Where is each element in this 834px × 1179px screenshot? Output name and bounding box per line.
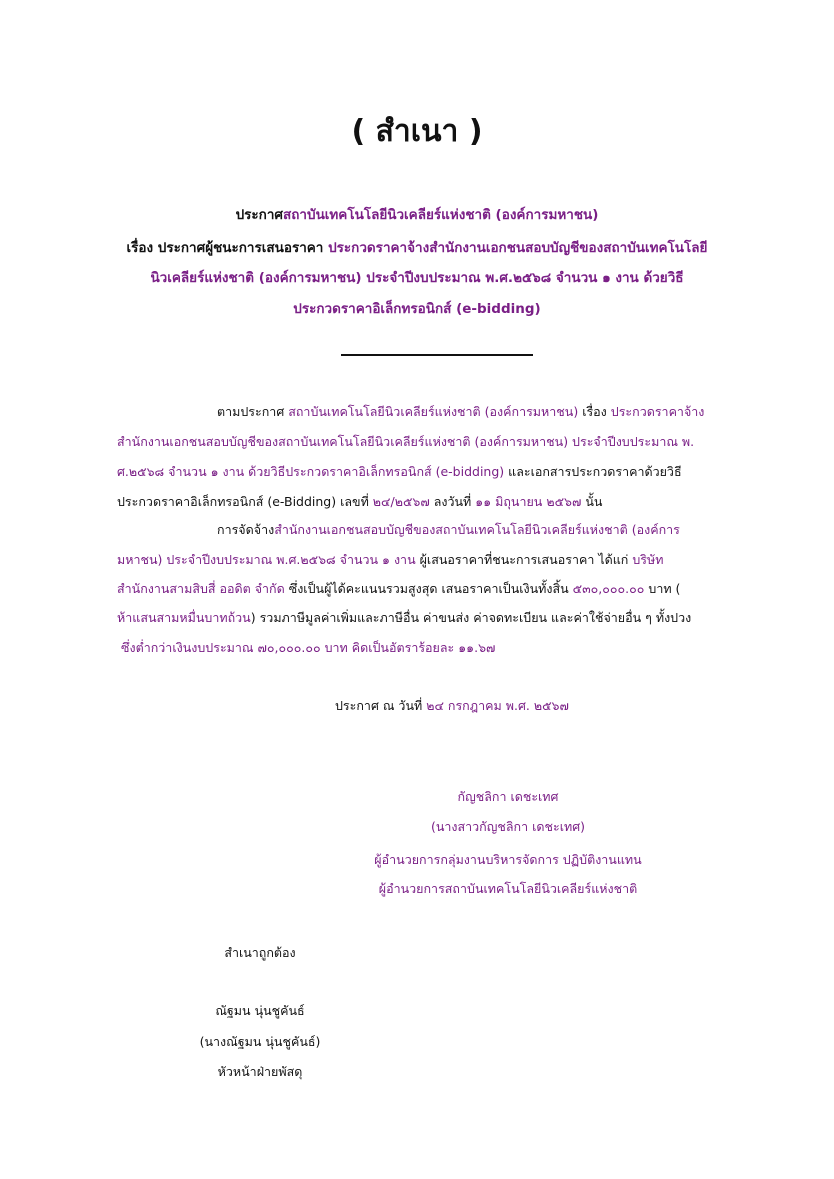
heading-line-2 (0, 236, 834, 258)
para2-project: สำนักงานเอกชนสอบบัญชีของสถาบันเทคโนโลยีนิวเคลียร์แห่งชาติ (องค์การ (274, 522, 680, 537)
para1-project: ศ.๒๕๖๘ จำนวน ๑ งาน ด้วยวิธีประกวดราคาอิเล็กทรอนิกส์ (e-bidding) (117, 464, 505, 479)
para2-line-5: ซึ่งต่ำกว่าเงินงบประมาณ ๗๐,๐๐๐.๐๐ บาท คิดเป็นอัตราร้อยละ ๑๑.๖๗ (121, 640, 496, 655)
winner-name: บริษัท (632, 552, 664, 567)
para2-line-4 (117, 608, 691, 628)
heading-line-3: นิวเคลียร์แห่งชาติ (องค์การมหาชน) ประจำปีงบประมาณ พ.ศ.๒๕๖๘ จำนวน ๑ งาน ด้วยวิธี (150, 270, 684, 286)
document-title: ( สำเนา ) (351, 114, 483, 149)
heading-subject: เรื่อง ประกาศผู้ชนะการเสนอราคา (126, 240, 329, 256)
announce-date-value: ๒๔ กรกฎาคม พ.ศ. ๒๕๖๗ (426, 698, 569, 713)
announce-label: ประกาศ ณ วันที่ (335, 698, 427, 713)
para2-line-1 (217, 520, 680, 540)
divider-line (341, 354, 533, 356)
announce-date (335, 696, 569, 716)
para1-text: เรื่อง (578, 404, 611, 419)
heading-line-4: ประกวดราคาอิเล็กทรอนิกส์ (e-bidding) (293, 301, 541, 317)
para2-text: ) รวมภาษีมูลค่าเพิ่มและภาษีอื่น ค่าขนส่ง ค่าจดทะเบียน และค่าใช้จ่ายอื่น ๆ ทั้งปวง (250, 610, 692, 625)
para1-project: ประกวดราคาจ้าง (610, 404, 705, 419)
signer-name: กัญชลิกา เดชะเทศ (457, 789, 559, 804)
para1-line-4 (117, 492, 602, 512)
certified-label: สำเนาถูกต้อง (224, 945, 296, 960)
bid-amount-words: ห้าแสนสามหมื่นบาทถ้วน (117, 610, 251, 625)
signer-position-2: ผู้อำนวยการสถาบันเทคโนโลยีนิวเคลียร์แห่งชาติ (378, 881, 638, 896)
bid-amount: ๕๓๐,๐๐๐.๐๐ (572, 581, 645, 596)
heading-agency: สถาบันเทคโนโลยีนิวเคลียร์แห่งชาติ (องค์การมหาชน) (283, 207, 599, 223)
para1-text: ลงวันที่ (429, 494, 476, 509)
para2-project: มหาชน) ประจำปีงบประมาณ พ.ศ.๒๕๖๘ จำนวน ๑ งาน (117, 552, 416, 567)
para1-text: และเอกสารประกวดราคาด้วยวิธี (504, 464, 682, 479)
heading-line-1 (0, 203, 834, 225)
winner-name: สำนักงานสามสิบสี่ ออดิต จำกัด (117, 581, 285, 596)
para1-text: ตามประกาศ (217, 404, 289, 419)
document-date: ๑๑ มิถุนายน ๒๕๖๗ (475, 494, 582, 509)
para1-text: ประกวดราคาอิเล็กทรอนิกส์ (e-Bidding) เลขที่ (117, 494, 373, 509)
heading-prefix: ประกาศ (235, 207, 283, 223)
para1-text: นั้น (581, 494, 603, 509)
para2-text: การจัดจ้าง (217, 522, 275, 537)
signer-position-1: ผู้อำนวยการกลุ่มงานบริหารจัดการ ปฏิบัติงานแทน (374, 852, 642, 867)
signer-full-name: (นางสาวกัญชลิกา เดชะเทศ) (430, 819, 586, 834)
para2-line-3 (117, 579, 680, 599)
para2-text: ผู้เสนอราคาที่ชนะการเสนอราคา ได้แก่ (415, 552, 633, 567)
para1-line-2: สำนักงานเอกชนสอบบัญชีของสถาบันเทคโนโลยีนิวเคลียร์แห่งชาติ (องค์การมหาชน) ประจำปีงบประมาณ พ. (117, 434, 695, 449)
certifier-full-name: (นางณัฐมน นุ่นชูคันธ์) (199, 1034, 321, 1049)
para1-agency: สถาบันเทคโนโลยีนิวเคลียร์แห่งชาติ (องค์การมหาชน) (288, 404, 579, 419)
para1-line-3 (117, 462, 682, 482)
para2-text: บาท ( (644, 581, 681, 596)
para2-line-2 (117, 550, 663, 570)
para1-line-1 (217, 402, 704, 422)
certifier-name: ณัฐมน นุ่นชูคันธ์ (215, 1003, 305, 1018)
para2-text: ซึ่งเป็นผู้ได้คะแนนรวมสูงสุด เสนอราคาเป็นเงินทั้งสิ้น (284, 581, 573, 596)
heading-project: ประกวดราคาจ้างสำนักงานเอกชนสอบบัญชีของสถาบันเทคโนโลยี (328, 240, 708, 256)
certifier-position: หัวหน้าฝ่ายพัสดุ (217, 1064, 303, 1079)
document-number: ๒๔/๒๕๖๗ (372, 494, 430, 509)
